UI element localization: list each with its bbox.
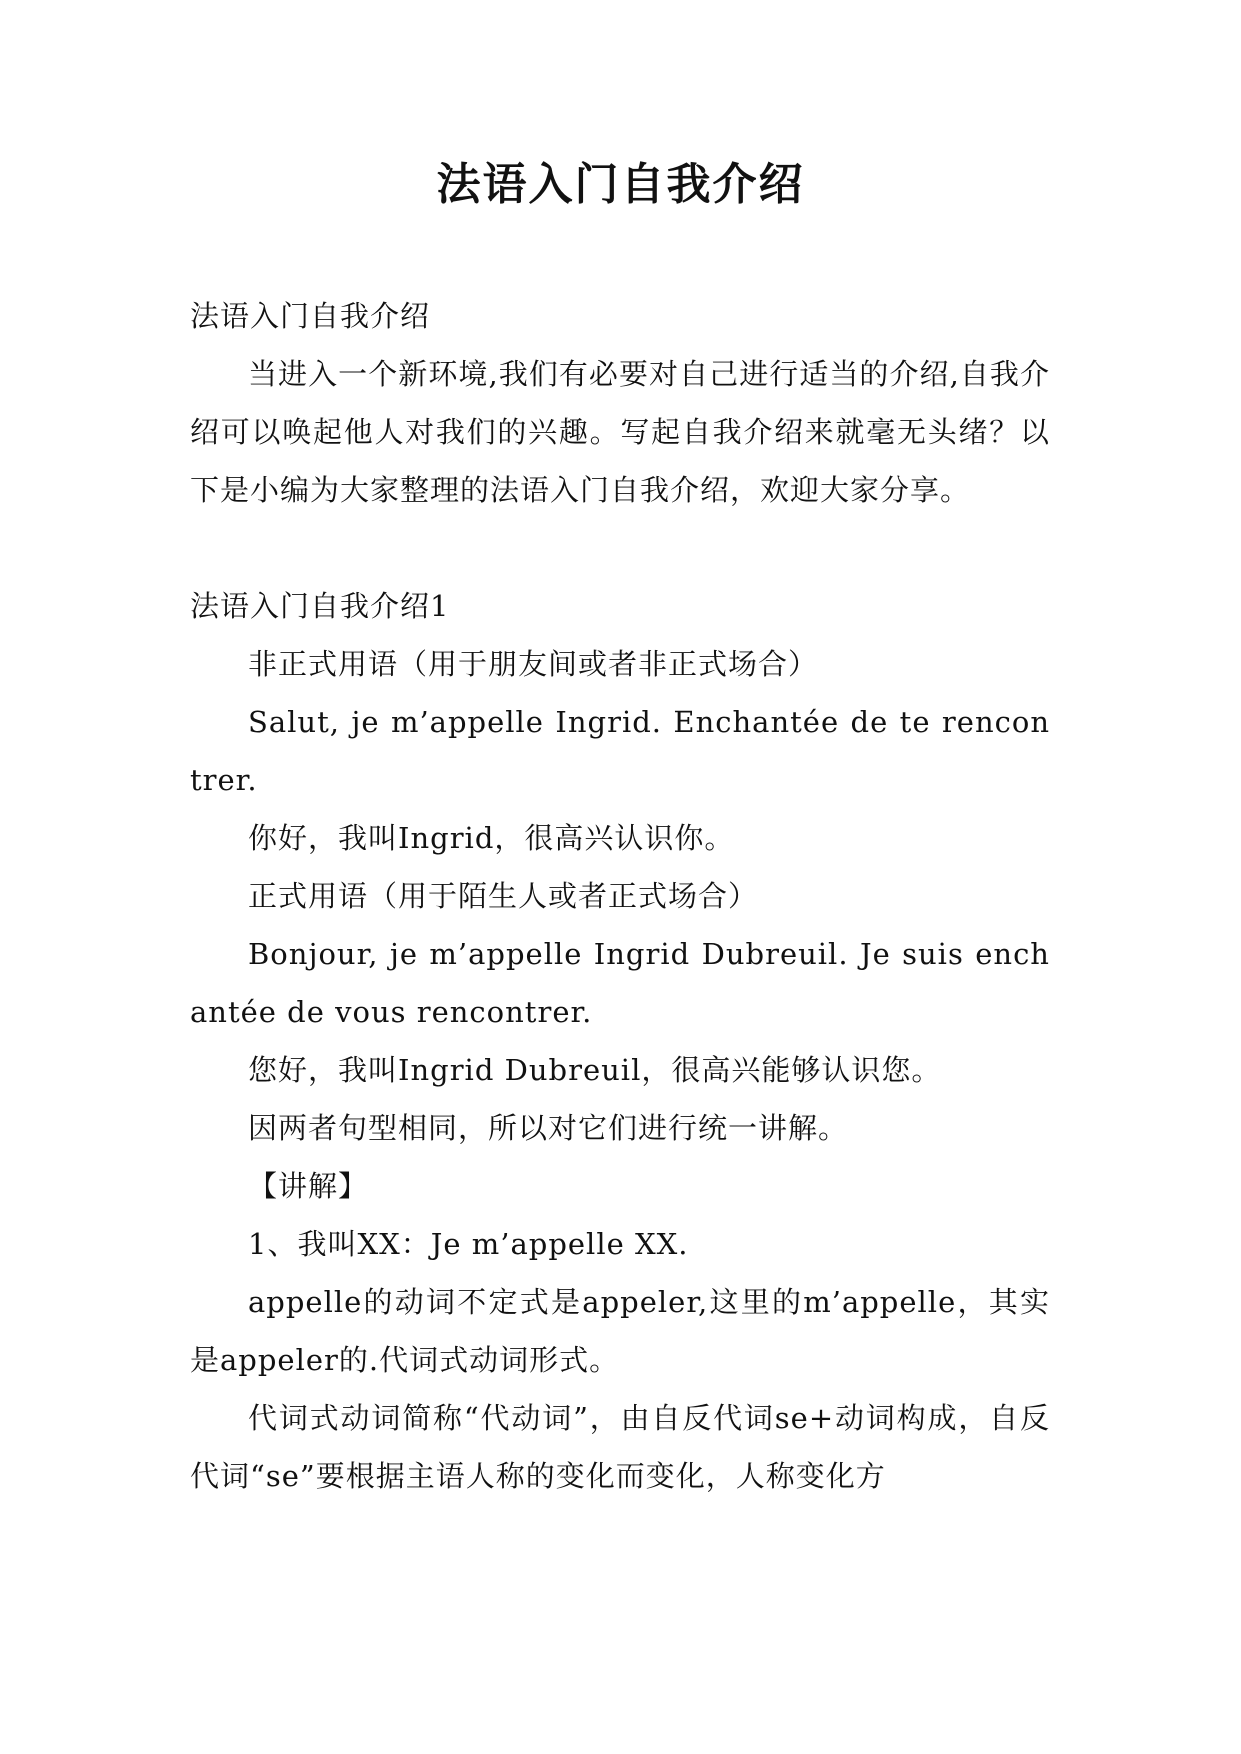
paragraph: Bonjour, je m’appelle Ingrid Dubreuil. Je suis enchantée de vous rencontrer. [190,937,1050,1029]
section-heading: 法语入门自我介绍1 [190,589,450,623]
paragraph: 1、我叫XX：Je m’appelle XX. [248,1227,689,1261]
paragraph: 非正式用语（用于朋友间或者非正式场合） [248,647,819,681]
paragraph: Salut, je m’appelle Ingrid. Enchantée de te rencontrer. [190,705,1050,797]
paragraph: 法语入门自我介绍 [190,299,431,333]
document-body [190,287,1050,1505]
paragraph: 代词式动词简称“代动词”，由自反代词se+动词构成，自反代词“se”要根据主语人称的变化而变化，人称变化方 [190,1401,1050,1493]
paragraph: 【讲解】 [248,1169,369,1203]
paragraph: 正式用语（用于陌生人或者正式场合） [248,879,759,913]
paragraph: appelle的动词不定式是appeler,这里的m’appelle，其实是appeler的.代词式动词形式。 [190,1285,1050,1377]
paragraph: 当进入一个新环境,我们有必要对自己进行适当的介绍,自我介绍可以唤起他人对我们的兴趣。写起自我介绍来就毫无头绪？以下是小编为大家整理的法语入门自我介绍，欢迎大家分享。 [190,357,1050,507]
paragraph: 您好，我叫Ingrid Dubreuil，很高兴能够认识您。 [248,1053,942,1087]
paragraph: 你好，我叫Ingrid，很高兴认识你。 [248,821,735,855]
document-title: 法语入门自我介绍 [436,159,805,210]
paragraph: 因两者句型相同，所以对它们进行统一讲解。 [248,1111,849,1145]
